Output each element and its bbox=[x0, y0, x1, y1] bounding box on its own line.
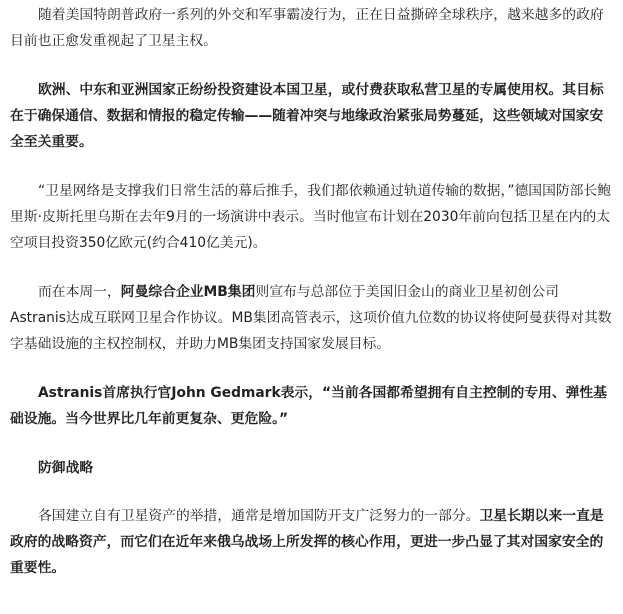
paragraph-intro: 随着美国特朗普政府一系列的外交和军事霸凌行为，正在日益撕碎全球秩序，越来越多的政府目前也正愈发重视起了卫星主权。 bbox=[10, 7, 604, 49]
paragraph-lead-bold: 欧洲、中东和亚洲国家正纷纷投资建设本国卫星，或付费获取私营卫星的专属使用权。其目标在于确保通信、数据和情报的稳定传输——随着冲突与地缘政治紧张局势蔓延，这些领域对国家安全至关重要。 bbox=[10, 82, 604, 150]
paragraph-oman-text-start: 而在本周一， bbox=[38, 284, 121, 300]
paragraph-oman-text-end: 则宣布与总部位于美国旧金山的商业卫星初创公司Astranis达成互联网卫星合作协议。MB集团高管表示，这项价值九位数的协议将使阿曼获得对其数字基础设施的主权控制权，并助力MB集团支持国家发展目标。 bbox=[10, 284, 612, 352]
paragraph-oman-mb-group bbox=[10, 279, 613, 357]
paragraph-defense-text: 各国建立自有卫星资产的举措，通常是增加国防开支广泛努力的一部分。 bbox=[38, 508, 480, 524]
paragraph-quote-pistorius: “卫星网络是支撑我们日常生活的幕后推手，我们都依赖通过轨道传输的数据，”德国国防部长鲍里斯·皮斯托里乌斯在去年9月的一场演讲中表示。当时他宣布计划在2030年前向包括卫星在内的太空项目投资350亿欧元(约合410亿美元)。 bbox=[10, 183, 612, 251]
paragraph-quote-gedmark: Astranis首席执行官John Gedmark表示，“当前各国都希望拥有自主控制的专用、弹性基础设施。当今世界比几年前更复杂、更危险。” bbox=[10, 385, 608, 427]
paragraph-oman-company-bold: 阿曼综合企业MB集团 bbox=[120, 284, 256, 300]
paragraph-defense-bold: 卫星长期以来一直是政府的战略资产，而它们在近年来俄乌战场上所发挥的核心作用，更进一步凸显了其对国家安全的重要性。 bbox=[10, 508, 604, 576]
section-heading: 防御战略 bbox=[38, 460, 94, 476]
paragraph-defense-strategy bbox=[10, 503, 613, 581]
